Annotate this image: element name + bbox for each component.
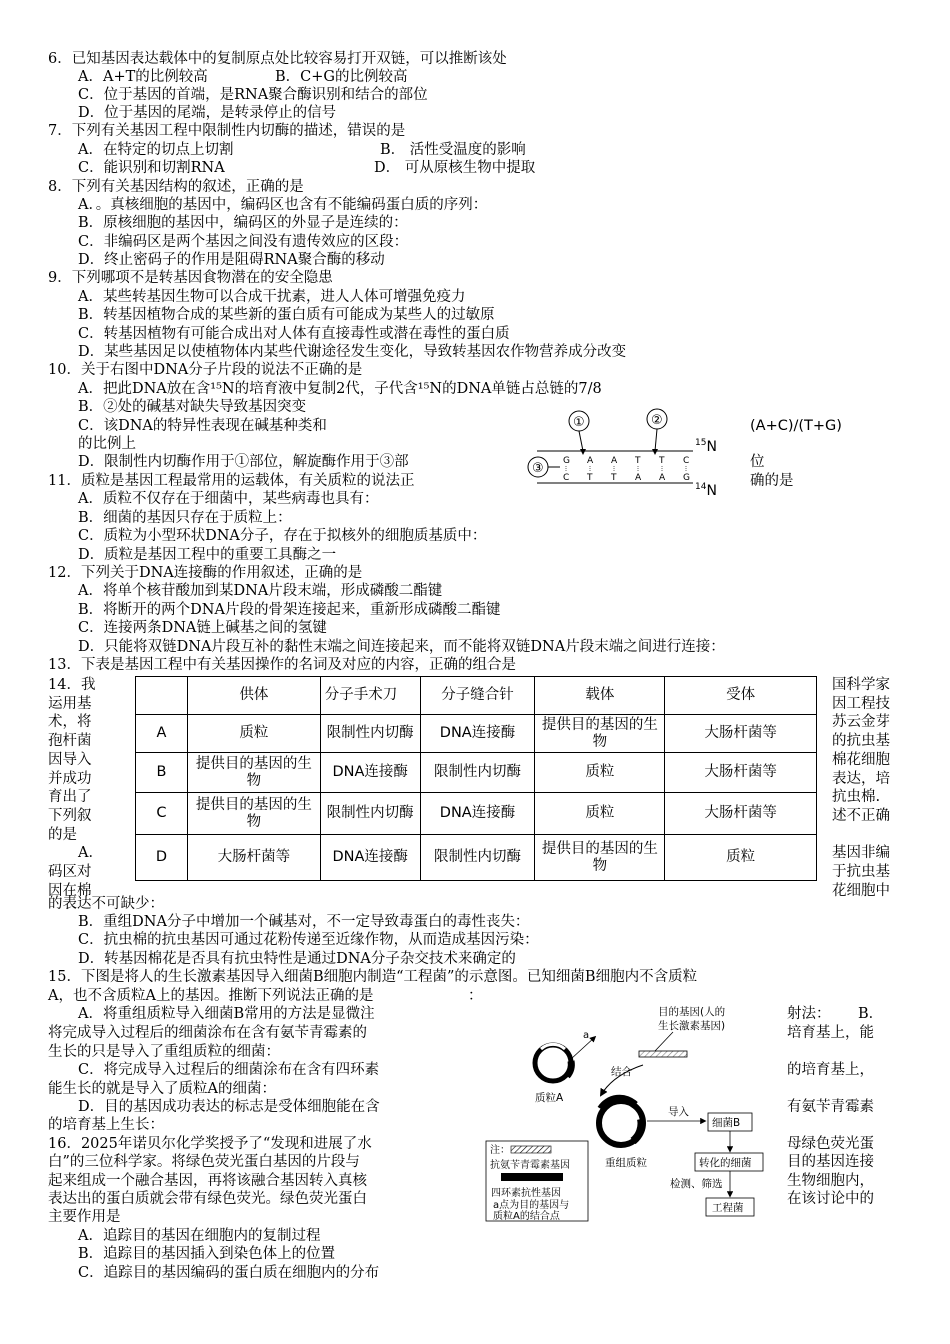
q15-option-d-tail: 有氨苄青霉素 (787, 1099, 874, 1115)
bottom-base: A (659, 473, 666, 483)
q15-option-a: A．将重组质粒导入细菌B常用的方法是显微注 (78, 1006, 375, 1022)
table-cell: 质粒 (665, 835, 817, 881)
point-a-label: a (583, 1030, 590, 1041)
table-row (136, 835, 817, 881)
legend-tet: 四环素抗性基因 (491, 1188, 561, 1199)
import-label: 导入 (668, 1106, 689, 1118)
legend-a-point-2: 质粒A的结合点 (493, 1211, 560, 1222)
q16-option-a: A．追踪目的基因在细胞内的复制过程 (78, 1228, 321, 1244)
q14-left-column (48, 676, 133, 900)
table-header-row (136, 677, 817, 715)
target-gene-label: 目的基因(人的 (658, 1006, 726, 1018)
q6-stem: 6．已知基因表达载体中的复制原点处比较容易打开双链，可以推断该处 (48, 51, 507, 67)
target-gene-label-2: 生长激素基因) (658, 1020, 726, 1032)
q6-option-c: C．位于基因的首端，是RNA聚合酶识别和结合的部位 (78, 87, 428, 103)
q14-right-line: 基因非编 (832, 845, 890, 862)
top-base: A (587, 456, 594, 466)
q14-left-line: 下列叙 (48, 807, 92, 824)
q11-option-a: A．质粒不仅存在于细菌中，某些病毒也具有： (78, 491, 379, 507)
table-cell: A (136, 715, 188, 753)
legend-a-point: a点为目的基因与 (493, 1200, 570, 1211)
transformed-label: 转化的细菌 (699, 1157, 752, 1169)
n15-label: $^{15}$N (695, 438, 717, 455)
table-cell: DNA连接酶 (420, 715, 535, 753)
q10-option-d: D．限制性内切酶作用于①部位，解旋酶作用于③部 (78, 454, 409, 470)
q14-left-line: 并成功 (48, 770, 92, 787)
q14-right-line: 述不正确 (832, 807, 890, 824)
q11-option-d: D．质粒是基因工程中的重要工具酶之一 (78, 547, 337, 563)
table-cell: 大肠杆菌等 (665, 753, 817, 793)
q14-option-c: C．抗虫棉的抗虫基因可通过花粉传递至近缘作物，从而造成基因污染： (78, 932, 539, 948)
table-cell: 提供目的基因的生物 (535, 835, 665, 881)
q14-option-a-tail: 的表达不可缺少： (48, 896, 164, 912)
base-pairs (563, 456, 690, 483)
dna-label-3: ③ (532, 461, 544, 476)
q10-option-b: B．②处的碱基对缺失导致基因突变 (78, 399, 307, 415)
q12-stem: 12．下列关于DNA连接酶的作用叙述，正确的是 (48, 565, 363, 581)
q7-stem: 7．下列有关基因工程中限制性内切酶的描述，错误的是 (48, 123, 406, 139)
bottom-base: G (683, 473, 690, 483)
table-row (136, 793, 817, 835)
q14-left-line: 孢杆菌 (48, 733, 92, 750)
q16-line2: 白”的三位科学家。将绿色荧光蛋白基因的片段与 (48, 1154, 360, 1170)
q16-line4-tail: 在该讨论中的 (787, 1191, 874, 1207)
bacterium-b-label: 细菌B (712, 1117, 741, 1129)
q14-left-line: A． (78, 845, 103, 862)
q7-option-c: C．能识别和切割RNA (78, 160, 225, 176)
q8-option-b: B．原核细胞的基因中，编码区的外显子是连续的： (78, 215, 408, 231)
table-cell: 限制性内切酶 (420, 753, 535, 793)
q8-option-d: D．终止密码子的作用是阻碍RNA聚合酶的移动 (78, 252, 385, 268)
q11-stem-tail: 确的是 (750, 473, 794, 489)
top-base: T (659, 456, 665, 466)
bottom-base: T (611, 473, 617, 483)
q12-option-d: D．只能将双链DNA片段互补的黏性末端之间连接起来，而不能将双链DNA片段末端之间进行连接： (78, 639, 725, 655)
q14-left-line: 术，将 (48, 714, 92, 731)
detect-label: 检测、筛选 (670, 1178, 723, 1190)
top-base: G (563, 456, 570, 466)
q11-option-b: B．细菌的基因只存在于质粒上： (78, 510, 292, 526)
q16-line4: 表达出的蛋白质就会带有绿色荧光。绿色荧光蛋白 (48, 1191, 367, 1207)
table-cell: 提供目的基因的生物 (187, 753, 320, 793)
engineered-label: 工程菌 (712, 1202, 744, 1214)
plasmid-a (535, 1045, 571, 1081)
q15-stem-line2: A，也不含质粒A上的基因。推断下列说法正确的是 (48, 988, 374, 1004)
engineered-bacteria-figure (483, 1003, 783, 1225)
q9-option-c: C．转基因植物有可能合成出对人体有直接毒性或潜在毒性的蛋白质 (78, 326, 510, 342)
q16-line1-tail: 母绿色荧光蛋 (787, 1136, 874, 1152)
q16-line3: 起来组成一个融合基因，再将该融合基因转入真核 (48, 1173, 367, 1189)
q8-stem: 8．下列有关基因结构的叙述，正确的是 (48, 179, 304, 195)
q12-option-c: C．连接两条DNA链上碱基之间的氢键 (78, 620, 327, 636)
q11-option-c: C．质粒为小型环状DNA分子，存在于拟核外的细胞质基质中： (78, 528, 487, 544)
table-header-cell: 供体 (187, 677, 320, 715)
table-cell: 大肠杆菌等 (665, 715, 817, 753)
q14-left-line: 码区对 (48, 864, 92, 881)
table-header-cell: 分子手术刀 (320, 677, 420, 715)
q13-stem: 13．下表是基因工程中有关基因操作的名词及对应的内容，正确的组合是 (48, 657, 516, 673)
q14-option-b: B．重组DNA分子中增加一个碱基对，不一定导致毒蛋白的毒性丧失： (78, 914, 530, 930)
q10-ratio: (A+C)/(T+G) (750, 418, 842, 434)
q14-right-line: 棉花细胞 (832, 751, 890, 768)
q15-stem-colon: ： (468, 988, 483, 1004)
q15-option-c-tail: 的培育基上， (787, 1062, 874, 1078)
top-base: T (635, 456, 641, 466)
q9-option-a: A．某些转基因生物可以合成干扰素，进人人体可增强免疫力 (78, 289, 466, 305)
top-base: C (683, 456, 690, 466)
table-cell: 限制性内切酶 (320, 715, 420, 753)
q14-right-line: 表达，培 (832, 770, 890, 787)
q9-stem: 9．下列哪项不是转基因食物潜在的安全隐患 (48, 270, 333, 286)
q9-option-d: D．某些基因足以使植物体内某些代谢途径发生变化，导致转基因农作物营养成分改变 (78, 344, 627, 360)
q10-stem: 10．关于右图中DNA分子片段的说法不正确的是 (48, 362, 363, 378)
table-cell: D (136, 835, 188, 881)
q16-line3-tail: 生物细胞内， (787, 1173, 874, 1189)
q14-right-line (832, 826, 942, 845)
q15-option-b-line2: 生长的只是导入了重组质粒的细菌： (48, 1044, 280, 1060)
dna-label-2: ② (651, 413, 663, 428)
n14-label: $^{14}$N (695, 482, 717, 499)
q10-option-c1: C．该DNA的特异性表现在碱基种类和 (78, 418, 327, 434)
table-header-cell: 载体 (535, 677, 665, 715)
q14-right-line: 的抗虫基 (832, 733, 890, 750)
q7-option-b: B． 活性受温度的影响 (380, 142, 526, 158)
q8-option-c: C．非编码区是两个基因之间没有遗传效应的区段： (78, 234, 409, 250)
q14-option-d: D．转基因棉花是否具有抗虫特性是通过DNA分子杂交技术来确定的 (78, 951, 516, 967)
q6-option-a: A．A+T的比例较高 (78, 69, 208, 85)
table-cell: 大肠杆菌等 (665, 793, 817, 835)
q14-right-line: 苏云金芽 (832, 714, 890, 731)
q16-option-c: C．追踪目的基因编码的蛋白质在细胞内的分布 (78, 1265, 380, 1281)
q14-right-line: 于抗虫基 (832, 864, 890, 881)
q6-option-b: B．C+G的比例较高 (275, 69, 408, 85)
q14-left-line: 因在棉 (48, 882, 92, 899)
q14-right-line: 因工程技 (832, 695, 890, 712)
table-cell: 质粒 (535, 753, 665, 793)
table-header-cell: 受体 (665, 677, 817, 715)
table-header-cell: 分子缝合针 (420, 677, 535, 715)
gene-operation-table (135, 676, 817, 881)
bottom-base: T (587, 473, 593, 483)
q14-left-line: 育出了 (48, 789, 92, 806)
bottom-base: A (635, 473, 642, 483)
table-cell: DNA连接酶 (320, 753, 420, 793)
table-cell: 限制性内切酶 (320, 793, 420, 835)
table-cell: C (136, 793, 188, 835)
q10-option-d-tail: 位 (750, 454, 765, 470)
q7-option-d: D． 可从原核生物中提取 (374, 160, 536, 176)
table-cell: 大肠杆菌等 (187, 835, 320, 881)
q9-option-b: B．转基因植物合成的某些新的蛋白质有可能成为某些人的过敏原 (78, 307, 495, 323)
q15-option-b-line1: 将完成导入过程后的细菌涂布在含有氨苄青霉素的 (48, 1025, 367, 1041)
table-cell: 质粒 (535, 793, 665, 835)
combine-label: 结合 (611, 1066, 632, 1078)
q12-option-b: B．将断开的两个DNA片段的骨架连接起来，重新形成磷酸二酯键 (78, 602, 501, 618)
q14-left-line: 14．我 (48, 677, 96, 693)
table-row (136, 753, 817, 793)
q8-option-a: A．。真核细胞的基因中，编码区也含有不能编码蛋白质的序列： (78, 197, 488, 213)
table-cell: 质粒 (187, 715, 320, 753)
q14-left-line: 的是 (48, 826, 77, 843)
table-cell: 提供目的基因的生物 (535, 715, 665, 753)
legend-amp: 抗氨苄青霉素基因 (490, 1160, 570, 1171)
q6-option-d: D．位于基因的尾端，是转录停止的信号 (78, 105, 337, 121)
q15-option-b-tail: 培育基上，能 (787, 1025, 874, 1041)
q14-right-line: 花细胞中 (832, 882, 890, 899)
table-header-cell (136, 677, 188, 715)
q15-stem-line1: 15．下图是将人的生长激素基因导入细菌B细胞内制造“工程菌”的示意图。已知细菌B细胞内不含质粒 (48, 969, 698, 985)
top-base: A (611, 456, 618, 466)
table-cell: DNA连接酶 (420, 793, 535, 835)
q15-option-c-line1: C．将完成导入过程后的细菌涂布在含有四环素 (78, 1062, 380, 1078)
q7-option-a: A．在特定的切点上切割 (78, 142, 234, 158)
q14-right-line: 抗虫棉. (832, 789, 881, 806)
q16-option-b: B．追踪目的基因插入到染色体上的位置 (78, 1246, 336, 1262)
table-cell: B (136, 753, 188, 793)
q15-option-a-tail: 射法： (787, 1006, 831, 1022)
q15-option-d-line2: 的培育基上生长： (48, 1117, 164, 1133)
q10-option-a: A．把此DNA放在含¹⁵N的培育液中复制2代，子代含¹⁵N的DNA单链占总链的7/8 (78, 381, 602, 397)
table-row (136, 715, 817, 753)
table-cell: 提供目的基因的生物 (187, 793, 320, 835)
q16-line1: 16．2025年诺贝尔化学奖授予了“发现和进展了水 (48, 1136, 372, 1152)
q14-right-line: 国科学家 (832, 677, 890, 693)
black-swatch (501, 1173, 563, 1181)
q11-stem: 11．质粒是基因工程最常用的运载体，有关质粒的说法正 (48, 473, 415, 489)
dna-figure (525, 405, 750, 500)
dna-label-1: ① (573, 415, 585, 430)
q16-line5: 主要作用是 (48, 1209, 121, 1225)
q15-option-d-line1: D．目的基因成功表达的标志是受体细胞能在含 (78, 1099, 380, 1115)
q10-option-c2: 的比例上 (78, 436, 136, 452)
legend-title: 注： (490, 1145, 510, 1156)
recombinant-label: 重组质粒 (605, 1157, 647, 1169)
q14-left-line: 因导入 (48, 751, 92, 768)
bottom-base: C (563, 473, 570, 483)
q15-option-b-label: B． (858, 1006, 884, 1022)
q16-line2-tail: 目的基因连接 (787, 1154, 874, 1170)
table-cell: 限制性内切酶 (420, 835, 535, 881)
q14-left-line: 运用基 (48, 695, 92, 712)
table-cell: DNA连接酶 (320, 835, 420, 881)
q12-option-a: A．将单个核苷酸加到某DNA片段末端，形成磷酸二酯键 (78, 583, 443, 599)
hatched-swatch (511, 1146, 551, 1153)
plasmid-a-label: 质粒A (535, 1092, 564, 1104)
q15-option-c-line2: 能生长的就是导入了质粒A的细菌： (48, 1081, 276, 1097)
q14-right-column (832, 676, 942, 900)
